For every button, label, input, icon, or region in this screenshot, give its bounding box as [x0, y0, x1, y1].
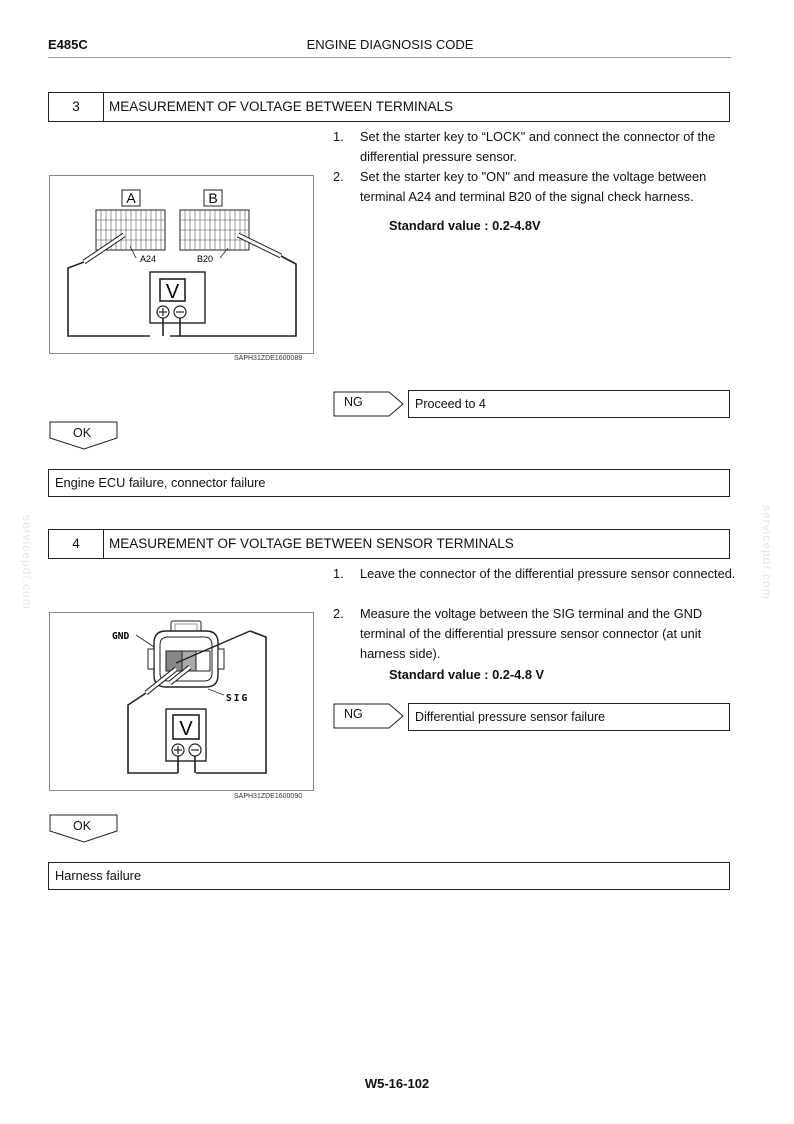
step-4-ng-label: NG	[344, 707, 363, 721]
step-4-instruction-2-text: Measure the voltage between the SIG terminal and the GND terminal of the differential pressure sensor connector (at unit harness side).	[360, 606, 703, 661]
watermark-left: servicepdf.com	[20, 515, 34, 610]
step-3-instruction-2-text: Set the starter key to "ON" and measure the voltage between terminal A24 and terminal B20 of the signal check harness.	[360, 169, 707, 204]
connector-label-a: A	[126, 190, 136, 206]
harness-measurement-diagram	[50, 176, 313, 353]
step-3-instructions	[333, 127, 733, 207]
step-3-number: 3	[49, 93, 104, 121]
connector-label-b: B	[208, 190, 218, 206]
step-4-number: 4	[49, 530, 104, 558]
step-4-ok-label: OK	[73, 819, 92, 833]
step-4-ng-tag	[333, 703, 405, 729]
step-3-figure-code: SAPH31ZDE1600089	[234, 355, 303, 362]
step-4-title: MEASUREMENT OF VOLTAGE BETWEEN SENSOR TERMINALS	[109, 536, 514, 551]
sensor-connector-diagram	[50, 613, 313, 790]
step-4-instruction-1-num: 1.	[333, 566, 344, 581]
voltmeter-icon	[150, 272, 205, 336]
step-3-ng-tag	[333, 391, 405, 417]
watermark-right: servicepdf.com	[760, 505, 774, 600]
step-3-header	[48, 92, 730, 122]
page-number: W5-16-102	[364, 1076, 430, 1091]
step-4-figure	[49, 612, 314, 791]
svg-text:V: V	[179, 718, 193, 740]
document-code: E485C	[48, 37, 88, 52]
step-3-title: MEASUREMENT OF VOLTAGE BETWEEN TERMINALS	[109, 99, 454, 114]
document-title: ENGINE DIAGNOSIS CODE	[306, 37, 474, 52]
step-3-standard-value: Standard value : 0.2-4.8V	[389, 218, 541, 233]
step-3-ok-tag	[49, 421, 119, 451]
terminal-a24-label: A24	[140, 254, 157, 264]
step-4-instructions	[333, 564, 736, 664]
sensor-connector	[148, 621, 224, 687]
step-3-instruction-1-num: 1.	[333, 129, 344, 144]
step-4-instruction-2-num: 2.	[333, 606, 344, 621]
step-3-instruction-2-num: 2.	[333, 169, 344, 184]
connector-b-grid	[180, 210, 249, 250]
step-4-ok-result: Harness failure	[48, 862, 730, 890]
svg-text:V: V	[165, 281, 180, 303]
step-4-instruction-1-text: Leave the connector of the differential pressure sensor connected.	[360, 566, 736, 581]
voltmeter-icon	[166, 709, 206, 773]
terminal-b20-label: B20	[197, 254, 214, 264]
step-4-figure-code: SAPH31ZDE1600090	[234, 793, 303, 800]
gnd-label: GND	[112, 631, 130, 642]
step-3-ng-result: Proceed to 4	[408, 390, 730, 418]
step-3-ng-label: NG	[344, 395, 363, 409]
step-3-figure	[49, 175, 314, 354]
step-3-ok-label: OK	[73, 426, 92, 440]
step-4-ng-result: Differential pressure sensor failure	[408, 703, 730, 731]
step-4-standard-value: Standard value : 0.2-4.8 V	[389, 667, 545, 682]
sig-label: SIG	[226, 693, 250, 704]
header-rule	[48, 57, 731, 58]
step-3-instruction-1-text: Set the starter key to “LOCK" and connect the connector of the differential pressure sensor.	[360, 129, 716, 164]
step-3-ok-result: Engine ECU failure, connector failure	[48, 469, 730, 497]
step-4-header	[48, 529, 730, 559]
step-4-ok-tag	[49, 814, 119, 844]
